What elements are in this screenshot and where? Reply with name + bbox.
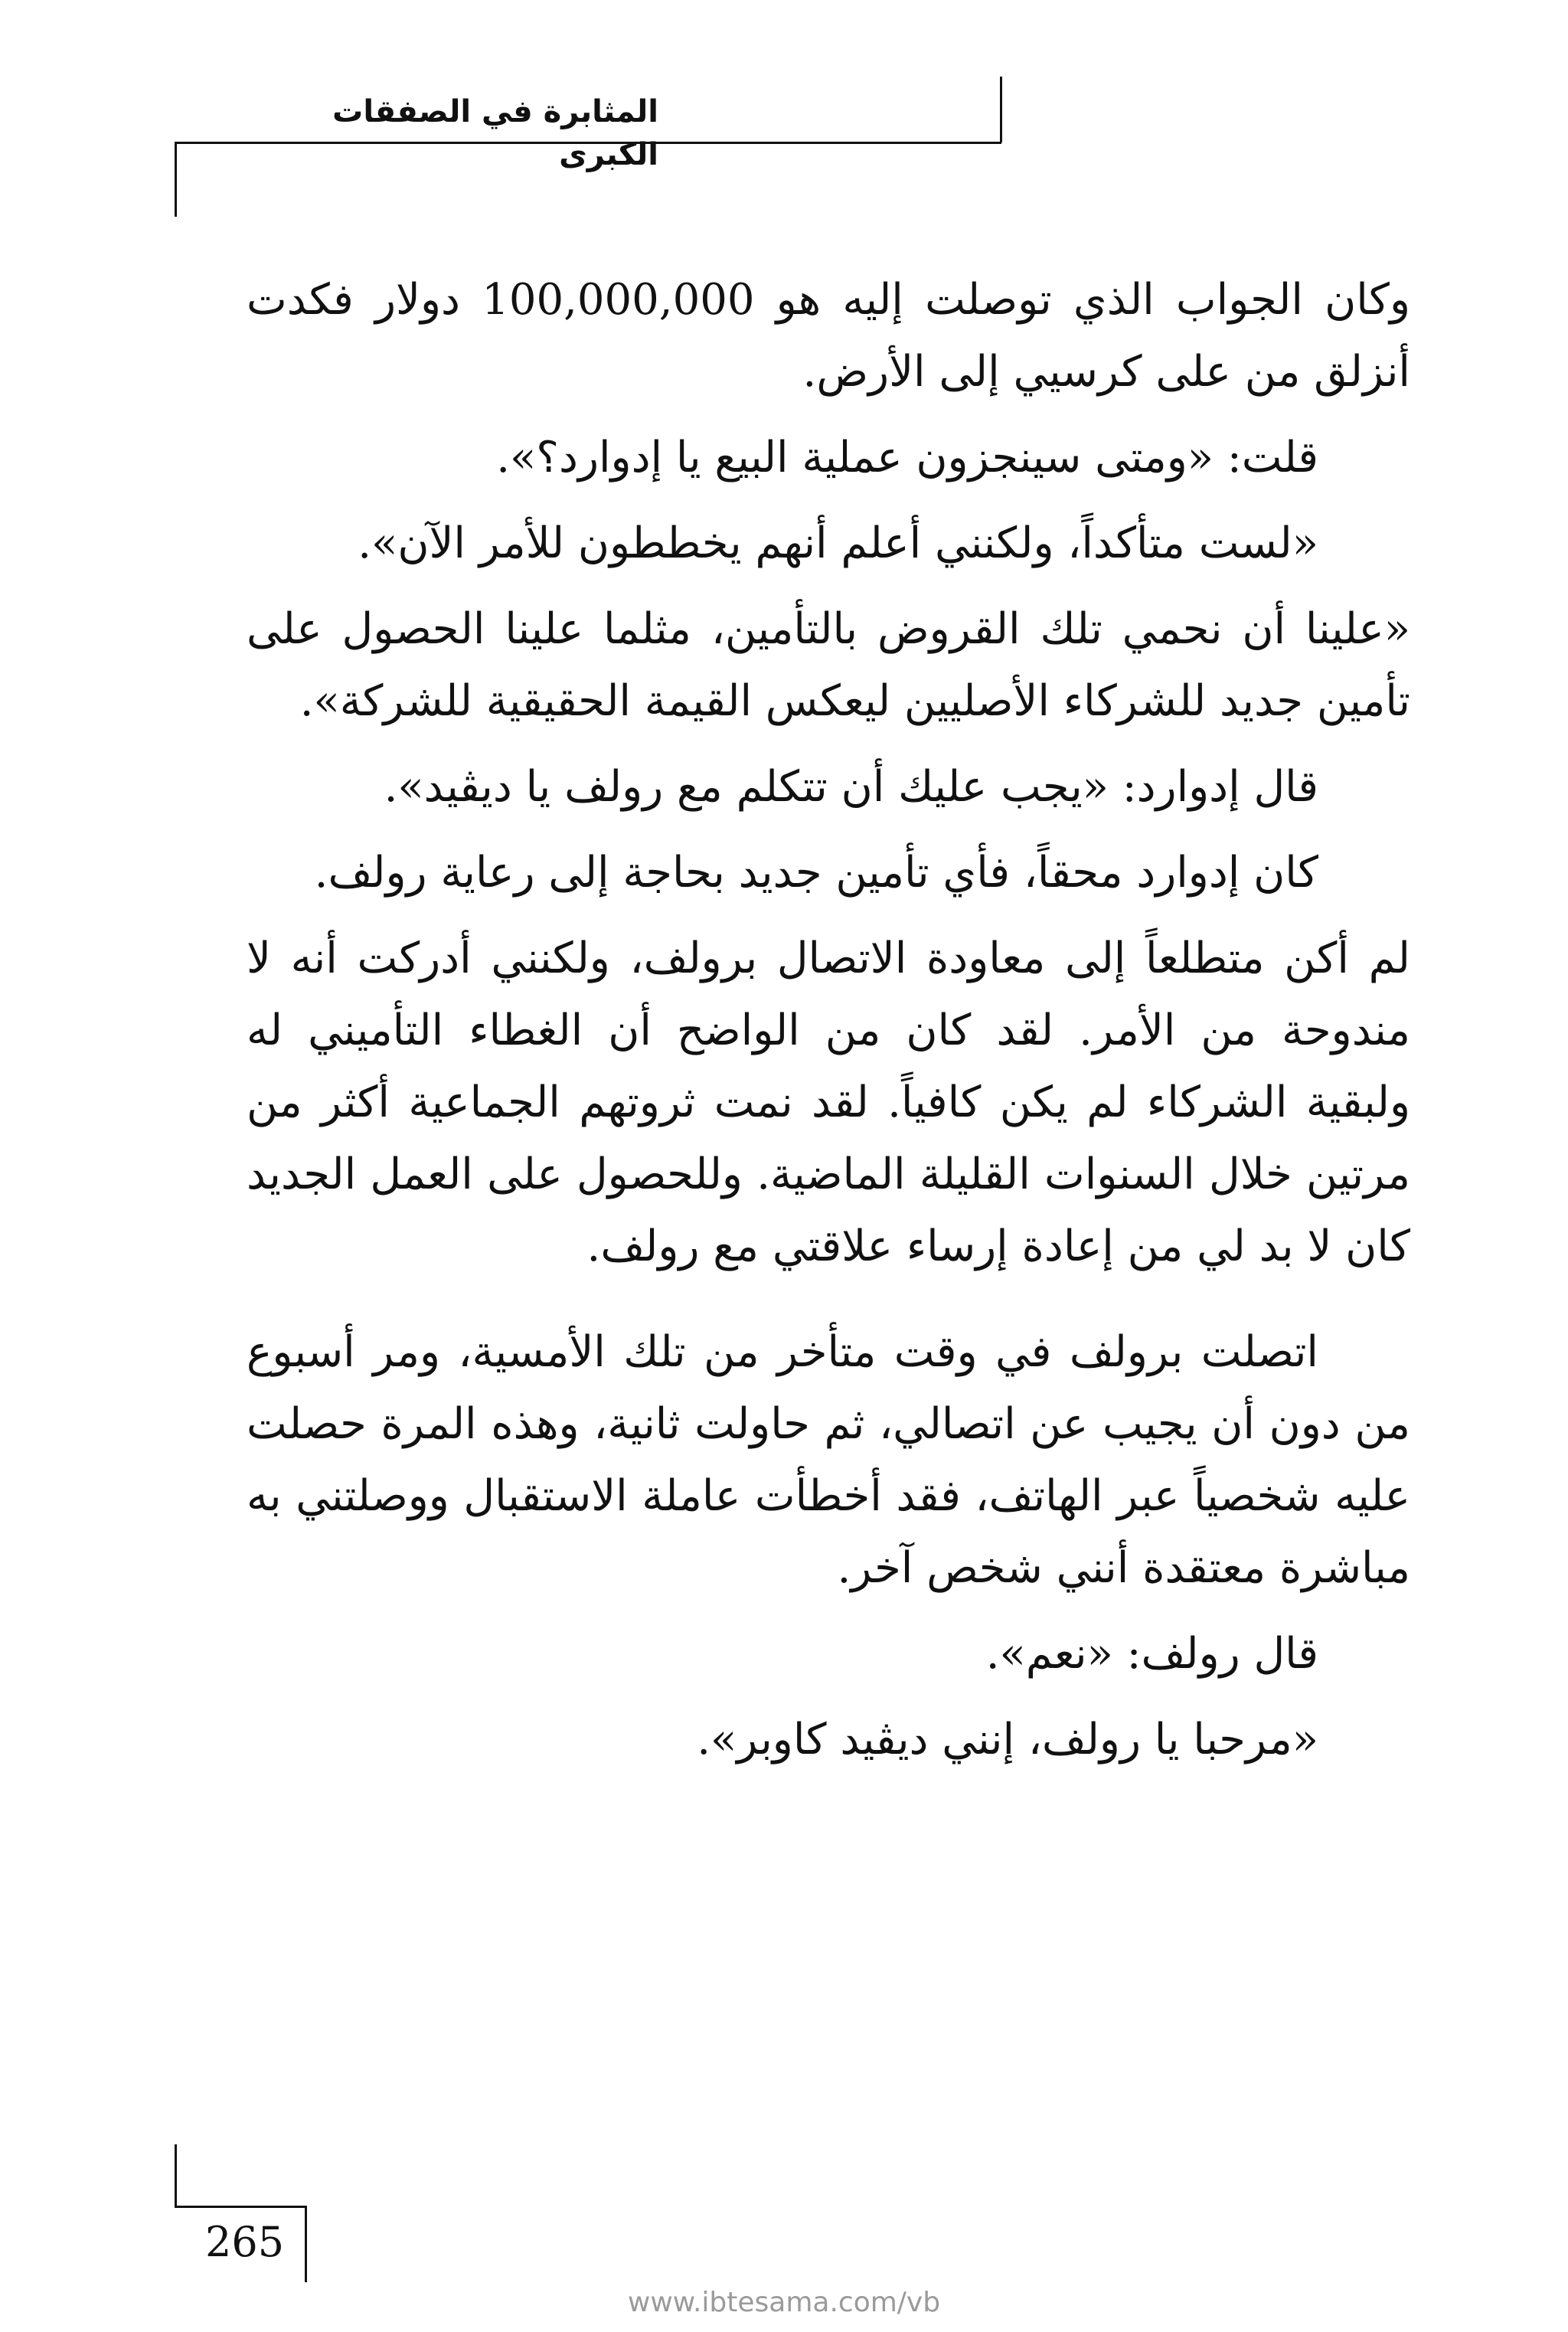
paragraph-7: لم أكن متطلعاً إلى معاودة الاتصال برولف، ولكنني أدركت أنه لا مندوحة من الأمر. لقد كان من الواضح أن الغطاء التأميني له ولبقية الشركاء لم يكن كافياً. لقد نمت ثروتهم الجماعية أكثر من مرتين خلال السنوات القليلة الماضية. وللحصول على العمل الجديد كان لا بد لي من إعادة إرساء علاقتي مع رولف.: [247, 934, 1410, 1271]
footer-rule-right-tick: [305, 2206, 307, 2282]
paragraph-5: قال إدوارد: «يجب عليك أن تتكلم مع رولف يا ديڤيد».: [384, 762, 1318, 812]
header-rule-right-tick: [1000, 77, 1002, 142]
paragraph-8: اتصلت برولف في وقت متأخر من تلك الأمسية، ومر أسبوع من دون أن يجيب عن اتصالي، ثم حاولت ثانية، وهذه المرة حصلت عليه شخصياً عبر الهاتف، فقد أخطأت عاملة الاستقبال ووصلتني به مباشرة معتقدة أنني شخص آخر.: [247, 1327, 1411, 1593]
page-number: 265: [205, 2218, 285, 2266]
footer-rule-left-tick: [175, 2144, 177, 2206]
paragraph-6: كان إدوارد محقاً، فأي تأمين جديد بحاجة إلى رعاية رولف.: [314, 848, 1318, 898]
paragraph-4: «علينا أن نحمي تلك القروض بالتأمين، مثلما علينا الحصول على تأمين جديد للشركاء الأصليين ليعكس القيمة الحقيقية للشركة».: [247, 604, 1410, 726]
header-rule-left-tick: [175, 142, 177, 217]
footer-rule: [175, 2206, 305, 2208]
paragraph-9: قال رولف: «نعم».: [985, 1629, 1318, 1679]
watermark-url: www.ibtesama.com/vb: [627, 2287, 941, 2318]
running-header-title: المثابرة في الصفقات الكبرى: [332, 94, 658, 172]
paragraph-3: «لست متأكداً، ولكنني أعلم أنهم يخططون للأمر الآن».: [358, 518, 1318, 568]
paragraph-10: «مرحبا يا رولف، إنني ديڤيد كاوبر».: [697, 1715, 1318, 1765]
header-rule: [175, 142, 1001, 144]
page-body: [247, 264, 1410, 1790]
paragraph-2: قلت: «ومتى سينجزون عملية البيع يا إدوارد؟».: [496, 433, 1318, 482]
paragraph-1: وكان الجواب الذي توصلت إليه هو 100,000,000 دولار فكدت أنزلق من على كرسيي إلى الأرض.: [247, 275, 1410, 397]
